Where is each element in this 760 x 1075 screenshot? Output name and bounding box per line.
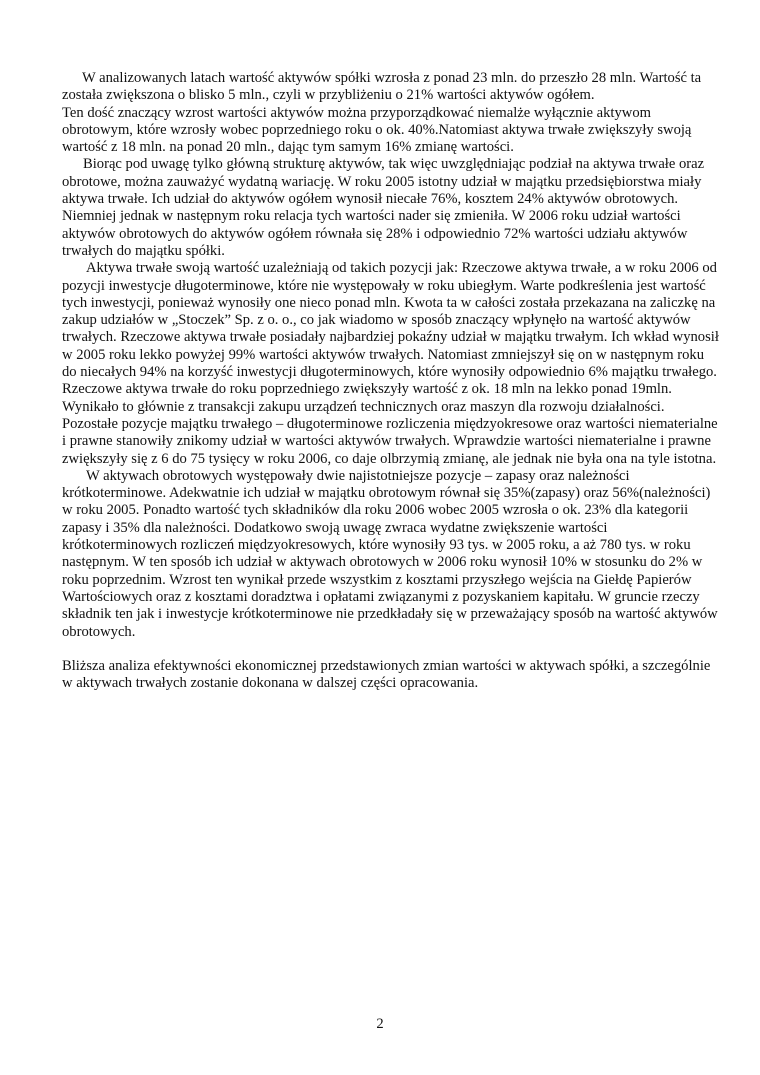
paragraph-current-assets: W aktywach obrotowych występowały dwie najistotniejsze pozycje – zapasy oraz należności krótkoterminowe. Adekwatnie ich udział w majątku obrotowym równał się 35%(zapasy) oraz 56%(należności) w roku 2005. Ponadto wartość tych składników dla roku 2006 wobec 2005 wzrosła o ok. 23% dla kategorii zapasy i 35% dla należności. Dodatkowo swoją uwagę zwraca wydatne zwiększenie wartości krótkoterminowych rozliczeń międzyokresowych, które wynosiły 93 tys. w 2005 roku, a aż 780 tys. w roku następnym. W ten sposób ich udział w aktywach obrotowych w 2006 roku wynosił 10% w stosunku do 2% w roku poprzednim. Wzrost ten wynikał przede wszystkim z kosztami przyszłego wejścia na Giełdę Papierów Wartościowych oraz z kosztami doradztwa i opłatami związanymi z pozyskaniem kapitału. W gruncie rzeczy składnik ten jak i inwestycje krótkoterminowe nie przedkładały się w przeważający sposób na wartość aktywów obrotowych.	[62, 467, 718, 640]
body-text	[62, 70, 722, 692]
paragraph-spacer	[62, 641, 722, 658]
paragraph-conclusion: Bliższa analiza efektywności ekonomicznej przedstawionych zmian wartości w aktywach spółki, a szczególnie w aktywach trwałych zostanie dokonana w dalszej części opracowania.	[62, 657, 711, 692]
paragraph-asset-growth: W analizowanych latach wartość aktywów spółki wzrosła z ponad 23 mln. do przeszło 28 mln. Wartość ta została zwiększona o blisko 5 mln., czyli w przybliżeniu o 21% wartości aktywów ogółem.	[62, 70, 702, 104]
paragraph-fixed-assets: Aktywa trwałe swoją wartość uzależniają od takich pozycji jak: Rzeczowe aktywa trwałe, a w roku 2006 od pozycji inwestycje długoterminowe, które nie występowały w roku ubiegłym. Warte podkreślenia jest wartość tych inwestycji, ponieważ wynosiły one nieco ponad mln. Kwota ta w całości została przekazana na zaliczkę na zakup udziałów w „Stoczek” Sp. z o. o., co jak wiadomo w sposób znaczący wpłynęło na wartość aktywów trwałych. Rzeczowe aktywa trwałe posiadały najbardziej pokaźny udział w majątku trwałym. Ich wkład wynosił w 2005 roku lekko powyżej 99% wartości aktywów trwałych. Natomiast zmniejszył się on w następnym roku do niecałych 94% na korzyść inwestycji długoterminowych, które wynosiły odpowiednio 6% majątku trwałego. Rzeczowe aktywa trwałe do roku poprzedniego zwiększyły wartość z ok. 18 mln na lekko ponad 19mln. Wynikało to głównie z transakcji zakupu urządzeń technicznych oraz maszyn dla rozwoju działalności. Pozostałe pozycje majątku trwałego – długoterminowe rozliczenia międzyokresowe oraz wartości niematerialne i prawne stanowiły znikomy udział w wartości aktywów trwałych. Wprawdzie wartości niematerialne i prawne zwiększyły się z 6 do 75 tysięcy w roku 2006, co daje olbrzymią zmianę, ale jednak nie była ona na tyle istotna.	[62, 260, 719, 467]
paragraph-asset-structure: Biorąc pod uwagę tylko główną strukturę aktywów, tak więc uwzględniając podział na aktywa trwałe oraz obrotowe, można zauważyć wydatną wariację. W roku 2005 istotny udział w majątku przedsiębiorstwa miały aktywa trwałe. Ich udział do aktywów ogółem wynosił niecałe 76%, kosztem 24% aktywów obrotowych. Niemniej jednak w następnym roku relacja tych wartości nader się zmieniła. W 2006 roku udział wartości aktywów obrotowych do aktywów ogółem równała się 28% i odpowiednio 72% wartości udziału aktywów trwałych do majątku spółki.	[62, 156, 705, 259]
paragraph-current-assets-growth: Ten dość znaczący wzrost wartości aktywów można przyporządkować niemalże wyłącznie aktywom obrotowym, które wzrosły wobec poprzedniego roku o ok. 40%.Natomiast aktywa trwałe zwiększyły swoją wartość z 18 mln. na ponad 20 mln., dając tym samym 16% zmianę wartości.	[62, 104, 692, 156]
page-number: 2	[376, 1016, 384, 1032]
